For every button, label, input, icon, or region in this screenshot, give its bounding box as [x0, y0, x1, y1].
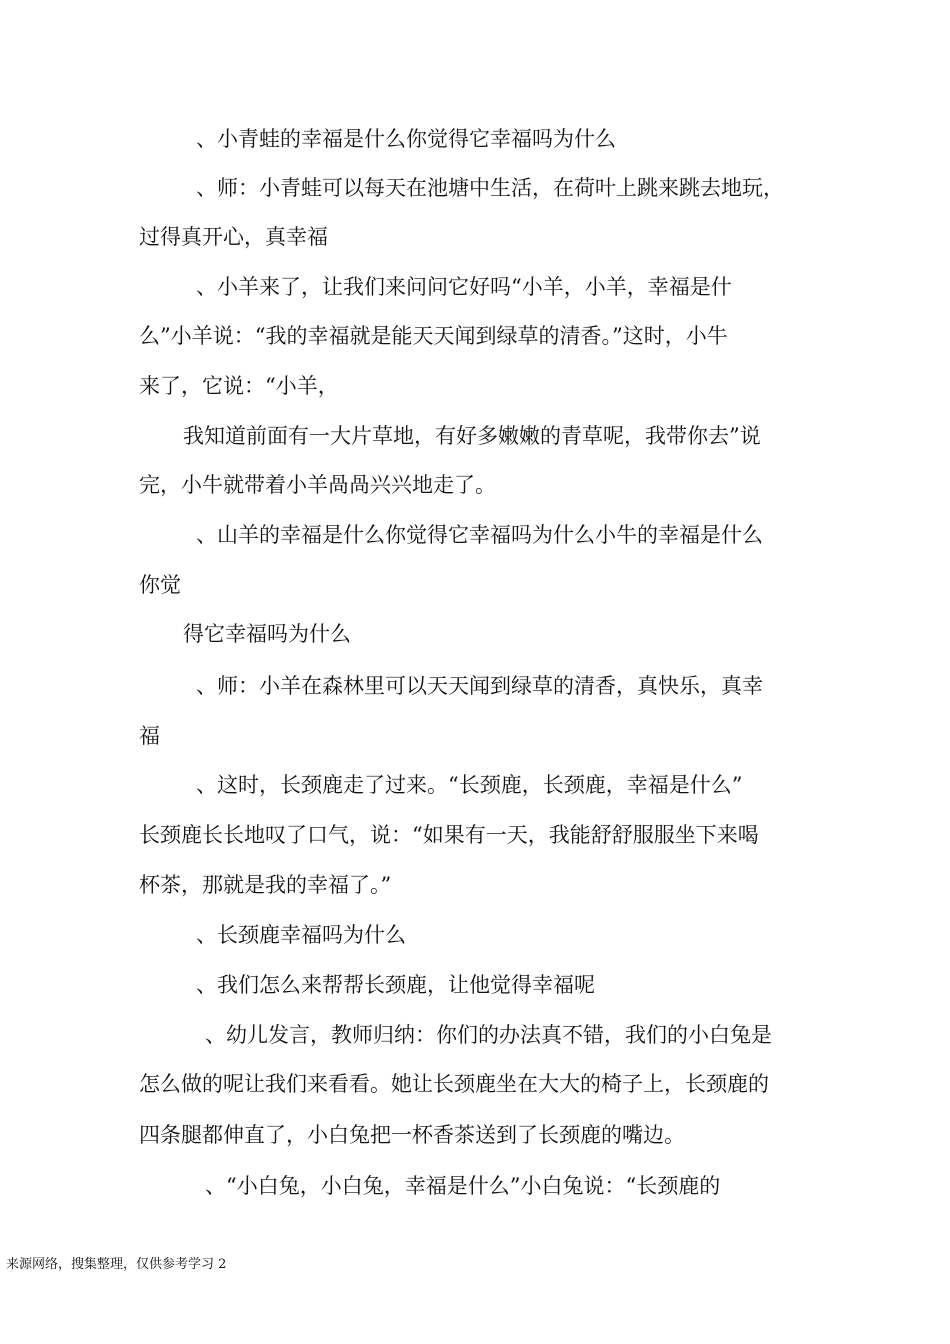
text-line: 、这时，长颈鹿走了过来。“长颈鹿，长颈鹿，幸福是什么” — [196, 773, 743, 797]
text-line: 、师：小青蛙可以每天在池塘中生活，在荷叶上跳来跳去地玩， — [196, 176, 784, 200]
text-line: 福 — [139, 724, 160, 748]
text-line: 长颈鹿长长地叹了口气，说：“如果有一天，我能舒舒服服坐下来喝 — [139, 823, 759, 847]
text-line: 过得真开心，真幸福 — [139, 225, 328, 249]
text-line: 来了，它说：“小羊， — [139, 374, 339, 398]
text-line: 、山羊的幸福是什么你觉得它幸福吗为什么小牛的幸福是什么 — [196, 523, 763, 547]
text-line: 、长颈鹿幸福吗为什么 — [196, 923, 406, 947]
text-line: 、幼儿发言，教师归纳：你们的办法真不错，我们的小白兔是 — [205, 1023, 772, 1047]
page-footer: 来源网络，搜集整理，仅供参考学习 2 — [6, 1257, 227, 1272]
text-line: 得它幸福吗为什么 — [183, 622, 351, 646]
text-line: 四条腿都伸直了，小白兔把一杯香茶送到了长颈鹿的嘴边。 — [139, 1123, 685, 1147]
text-line: 、我们怎么来帮帮长颈鹿，让他觉得幸福呢 — [196, 973, 595, 997]
text-line: 、小羊来了，让我们来问问它好吗“小羊，小羊，幸福是什 — [196, 275, 732, 299]
text-line: 完，小牛就带着小羊咼咼兴兴地走了。 — [139, 473, 496, 497]
text-line: 你觉 — [139, 573, 181, 597]
text-line: 么”小羊说：“我的幸福就是能天天闻到绿草的清香。”这时，小牛 — [139, 324, 728, 348]
text-line: 杯茶，那就是我的幸福了。” — [139, 873, 392, 897]
text-line: 我知道前面有一大片草地，有好多嫩嫩的青草呢，我带你去”说 — [183, 424, 761, 448]
text-line: 怎么做的呢让我们来看看。她让长颈鹿坐在大大的椅子上，长颈鹿的 — [139, 1072, 769, 1096]
text-line: 、师：小羊在森林里可以天天闻到绿草的清香，真快乐，真幸 — [196, 674, 763, 698]
text-line: 、小青蛙的幸福是什么你觉得它幸福吗为什么 — [196, 127, 616, 151]
text-line: 、“小白兔，小白兔，幸福是什么”小白兔说：“长颈鹿的 — [205, 1174, 721, 1198]
